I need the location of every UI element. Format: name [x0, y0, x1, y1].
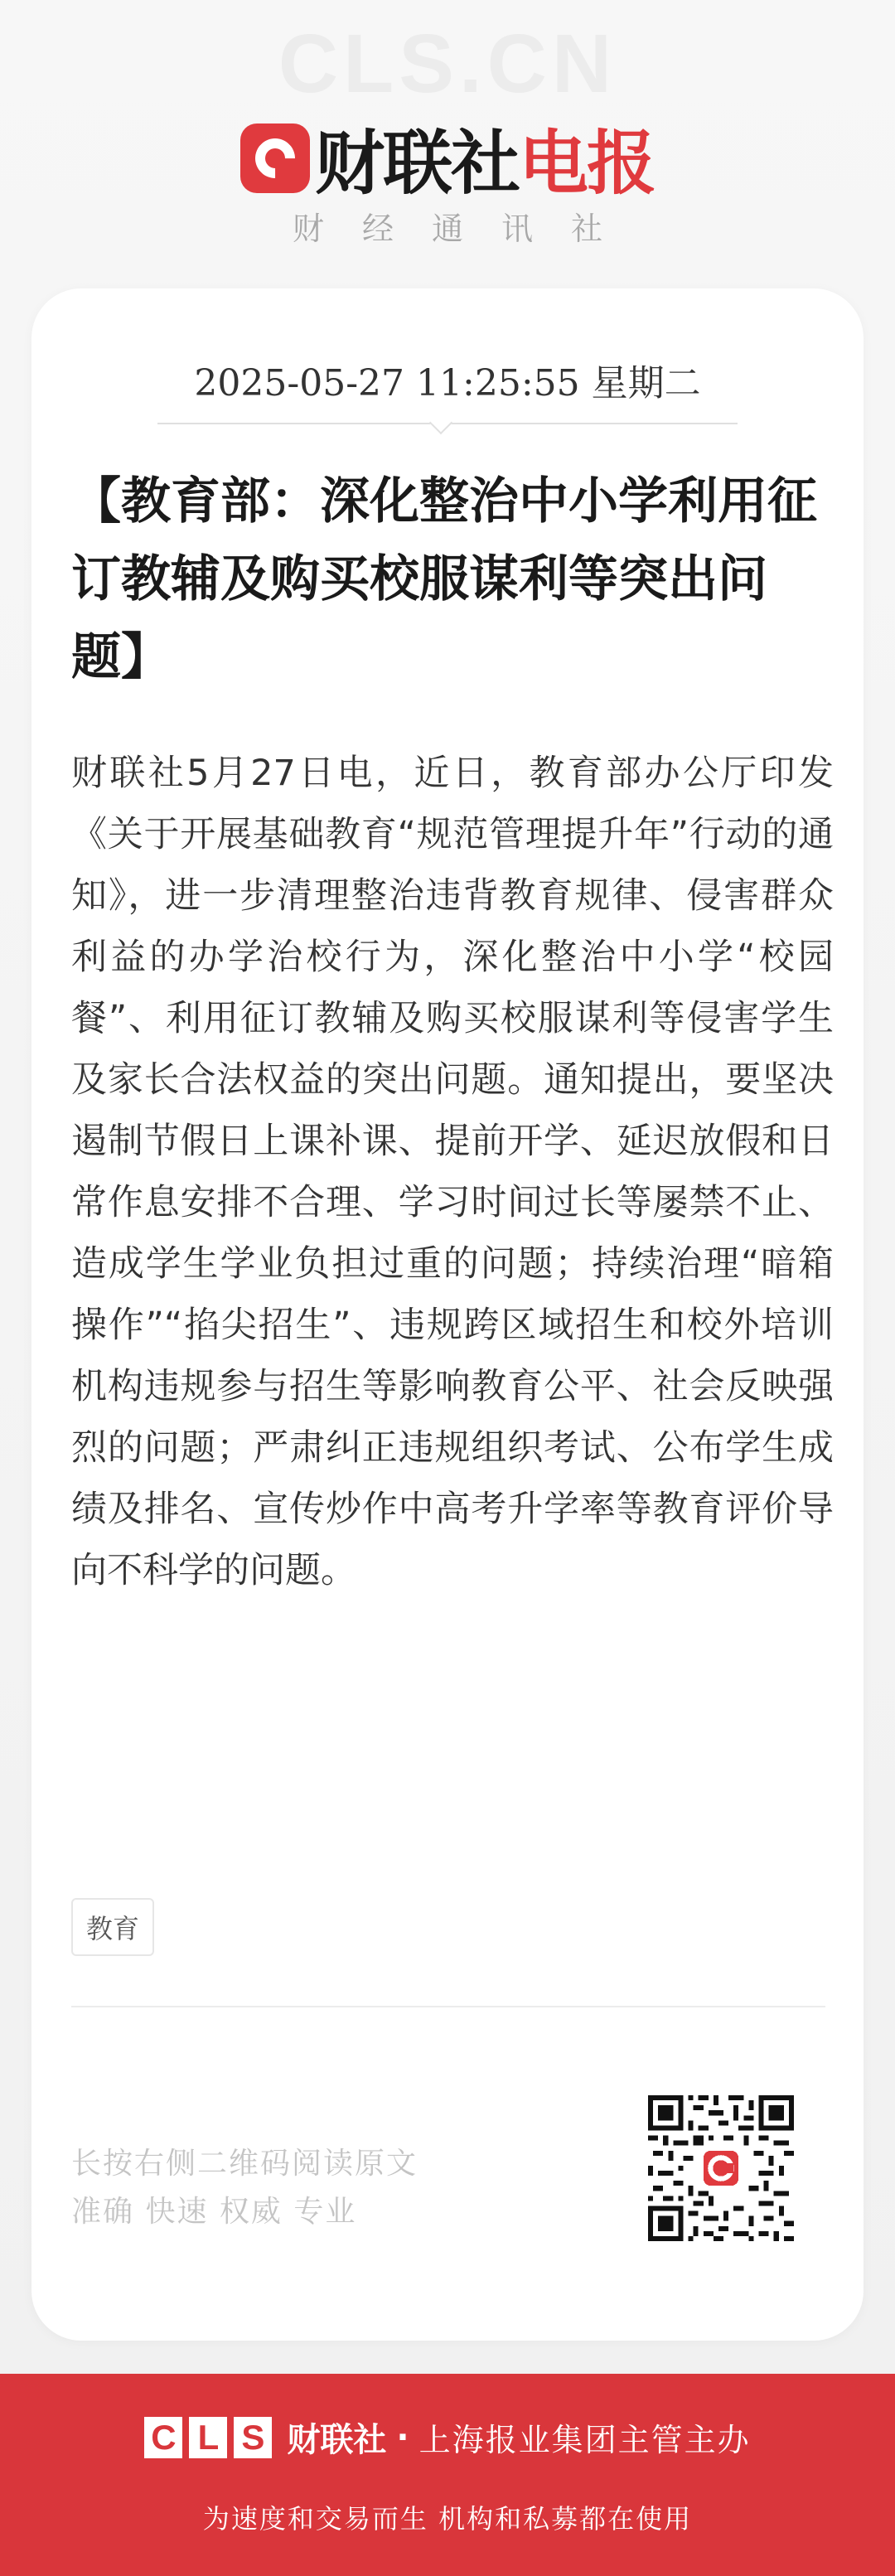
footer-motto: 为速度和交易而生 机构和私募都在使用 — [202, 2503, 693, 2535]
article-tag[interactable]: 教育 — [71, 1898, 154, 1956]
cls-letters-logo — [144, 2417, 278, 2458]
cls-letter: C — [144, 2417, 182, 2458]
brand-header — [0, 108, 895, 208]
cls-letter: L — [189, 2417, 227, 2458]
brand-tagline: 财经通讯社 — [292, 211, 641, 247]
qr-code-icon[interactable] — [648, 2095, 794, 2241]
article-headline: 【教育部：深化整治中小学利用征订教辅及购买校服谋利等突出问题】 — [71, 472, 817, 686]
qr-read-hint: 长按右侧二维码阅读原文 — [71, 2147, 418, 2181]
brand-slogan: 准确 快速 权威 专业 — [71, 2195, 357, 2229]
cls-logo-icon — [240, 123, 310, 193]
article-card — [31, 288, 864, 2341]
article-datetime: 2025-05-27 11:25:55 星期二 — [194, 362, 701, 404]
content-divider — [71, 2006, 825, 2007]
cls-letter: S — [234, 2417, 272, 2458]
footer — [0, 2374, 895, 2576]
footer-separator: · — [396, 2418, 409, 2457]
brand-name-highlight: 电报 — [519, 123, 656, 204]
brand-name: 财联社 — [314, 123, 519, 204]
footer-brand-line — [0, 2414, 895, 2461]
footer-organization: 上海报业集团主管主办 — [418, 2422, 751, 2458]
divider-notch-icon — [429, 411, 452, 434]
watermark-text: CLS.CN — [278, 17, 617, 110]
footer-brand-name: 财联社 — [287, 2421, 387, 2459]
article-body: 财联社5月27日电，近日，教育部办公厅印发《关于开展基础教育“规范管理提升年”行动的通知》，进一步清理整治违背教育规律、侵害群众利益的办学治校行为，深化整治中小学“校园餐”、利用征订教辅及购买校服谋利等侵害学生及家长合法权益的突出问题。通知提出，要坚决遏制节假日上课补课、提前开学、延迟放假和日常作息安排不合理、学习时间过长等屡禁不止、造成学生学业负担过重的问题；持续治理“暗箱操作”“掐尖招生”、违规跨区域招生和校外培训机构违规参与招生等影响教育公平、社会反映强烈的问题；严肃纠正违规组织考试、公布学生成绩及排名、宣传炒作中高考升学率等教育评价导向不科学的问题。 — [71, 753, 834, 1591]
